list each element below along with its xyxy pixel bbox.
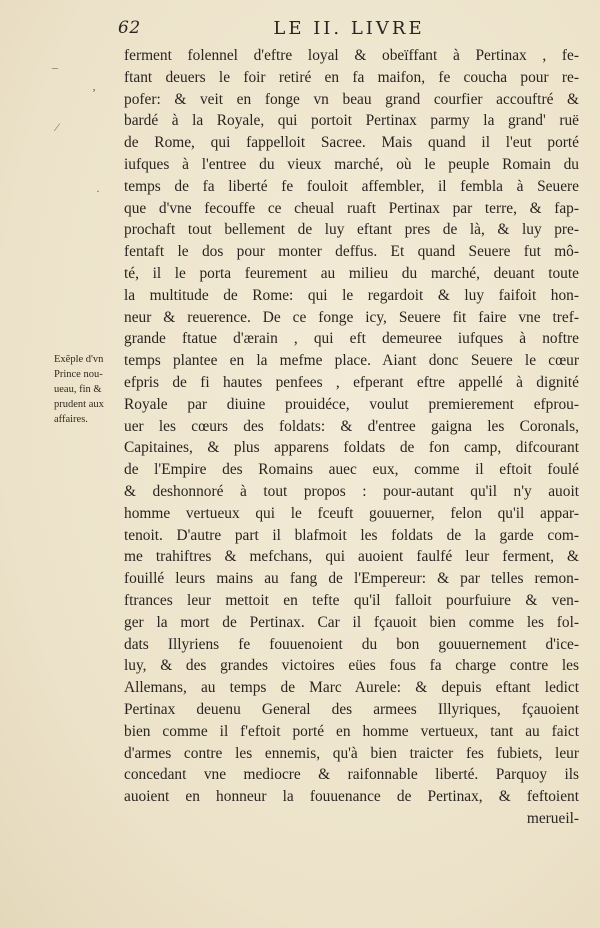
text-line: ferment folennel d'eftre loyal & obeïffant à Pertinax , fe- [124,47,579,64]
margin-dot-mark: · [96,184,100,198]
text-line: la multitude de Rome: qui le regardoit & luy faifoit hon- [124,286,579,304]
text-line: de Rome, qui fappelloit Sacree. Mais quand il l'eut porté [124,134,579,152]
text-line: & deshonnoré à tout propos : pour-autant qu'il n'y auoit [124,482,579,500]
text-line: grande ftatue d'ærain , qui eft demeuree iufques à noftre [124,330,579,348]
text-line: ger la mort de Pertinax. Car il fçauoit bien comme les fol- [124,613,579,631]
page-header [118,18,580,42]
text-line: uer les cœurs des foldats: & d'entree gaigna les Coronals, [124,417,579,435]
margin-dash-mark: – [52,60,58,74]
page-number: 62 [118,18,141,38]
text-line: neur & reuerence. De ce fonge icy, Seuere fit faire vne tref- [124,308,579,326]
text-line: iufques à l'entree du vieux marché, où le peuple Romain du [124,155,579,173]
text-line: Allemans, au temps de Marc Aurele: & depuis eftant ledict [124,679,579,697]
margin-note-line: Prince nou- [54,369,103,380]
text-line: temps plantee en la mefme place. Aiant donc Seuere le cœur [124,352,579,370]
margin-note-line: prudent aux [54,399,104,410]
text-line: tenoit. D'autre part il blafmoit les foldats de la garde com- [124,526,579,544]
text-line: ftrances leur mettoit en tefte qu'il falloit pourfuiure & ven- [124,591,579,609]
text-line: ftant deuers le foir retiré en fa maifon, fe coucha pour re- [124,68,579,86]
text-line: prochaft tout bellement de luy eftant pres de là, & luy pre- [124,221,579,239]
text-line: fouillé leurs mains au fang de l'Empereur: & par telles remon- [124,570,579,588]
running-head: LE II. LIVRE [273,18,425,39]
margin-tick-mark: ʼ [92,86,96,100]
text-line: concedant vne mediocre & raifonnable liberté. Parquoy ils [124,766,579,784]
text-line: d'armes contre les ennemis, qu'à bien traicter fes fubiets, leur [124,744,579,762]
text-line: dats Illyriens fe fouuenoient du bon gouuernement d'ice- [124,635,579,653]
text-line: té, il le porta feurement au milieu du marché, deuant toute [124,264,579,282]
margin-note [54,352,120,427]
text-line: me trahiftres & mefchans, qui auoient faulfé leur ferment, & [124,548,579,566]
margin-slash-mark: ⁄ [56,120,59,134]
text-line: luy, & des grandes victoires eües fous fa charge contre les [124,657,579,675]
body-text [124,45,579,830]
margin-note-line: ueau, fin & [54,384,102,395]
text-line: que d'vne fecouffe ce cheual ruaft Pertinax par terre, & fap- [124,199,579,217]
text-line: de l'Empire des Romains auec eux, comme il eftoit foulé [124,461,579,479]
text-line: pofer: & veit en fonge vn beau grand courfier accouftré & [124,90,579,108]
text-line: Capitaines, & plus apparens foldats de fon camp, difcourant [124,439,579,457]
text-line: Pertinax deuenu General des armees Illyriques, fçauoient [124,700,579,718]
text-line: fentaft le dos pour monter deffus. Et quand Seuere fut mô- [124,243,579,261]
text-line: efpris de fi hautes penfees , efperant eftre appellé à dignité [124,373,579,391]
margin-note-line: affaires. [54,414,88,425]
text-line: homme vertueux qui le fceuft gouuerner, felon qu'il appar- [124,504,579,522]
text-line: Royale par diuine prouidéce, voulut premierement efprou- [124,395,579,413]
text-line: bien comme il f'eftoit porté en homme vertueux, tant au faict [124,722,579,740]
text-line: bardé à la Royale, qui portoit Pertinax parmy la grand' ruë [124,112,579,130]
text-line: auoient en honneur la fouuenance de Pertinax, & feftoient [124,788,579,806]
margin-note-line: Exẽple d'vn [54,354,104,365]
text-line: temps de fa liberté fe fouloit affembler, il fembla à Seuere [124,177,579,195]
catchword: merueil- [526,809,579,827]
